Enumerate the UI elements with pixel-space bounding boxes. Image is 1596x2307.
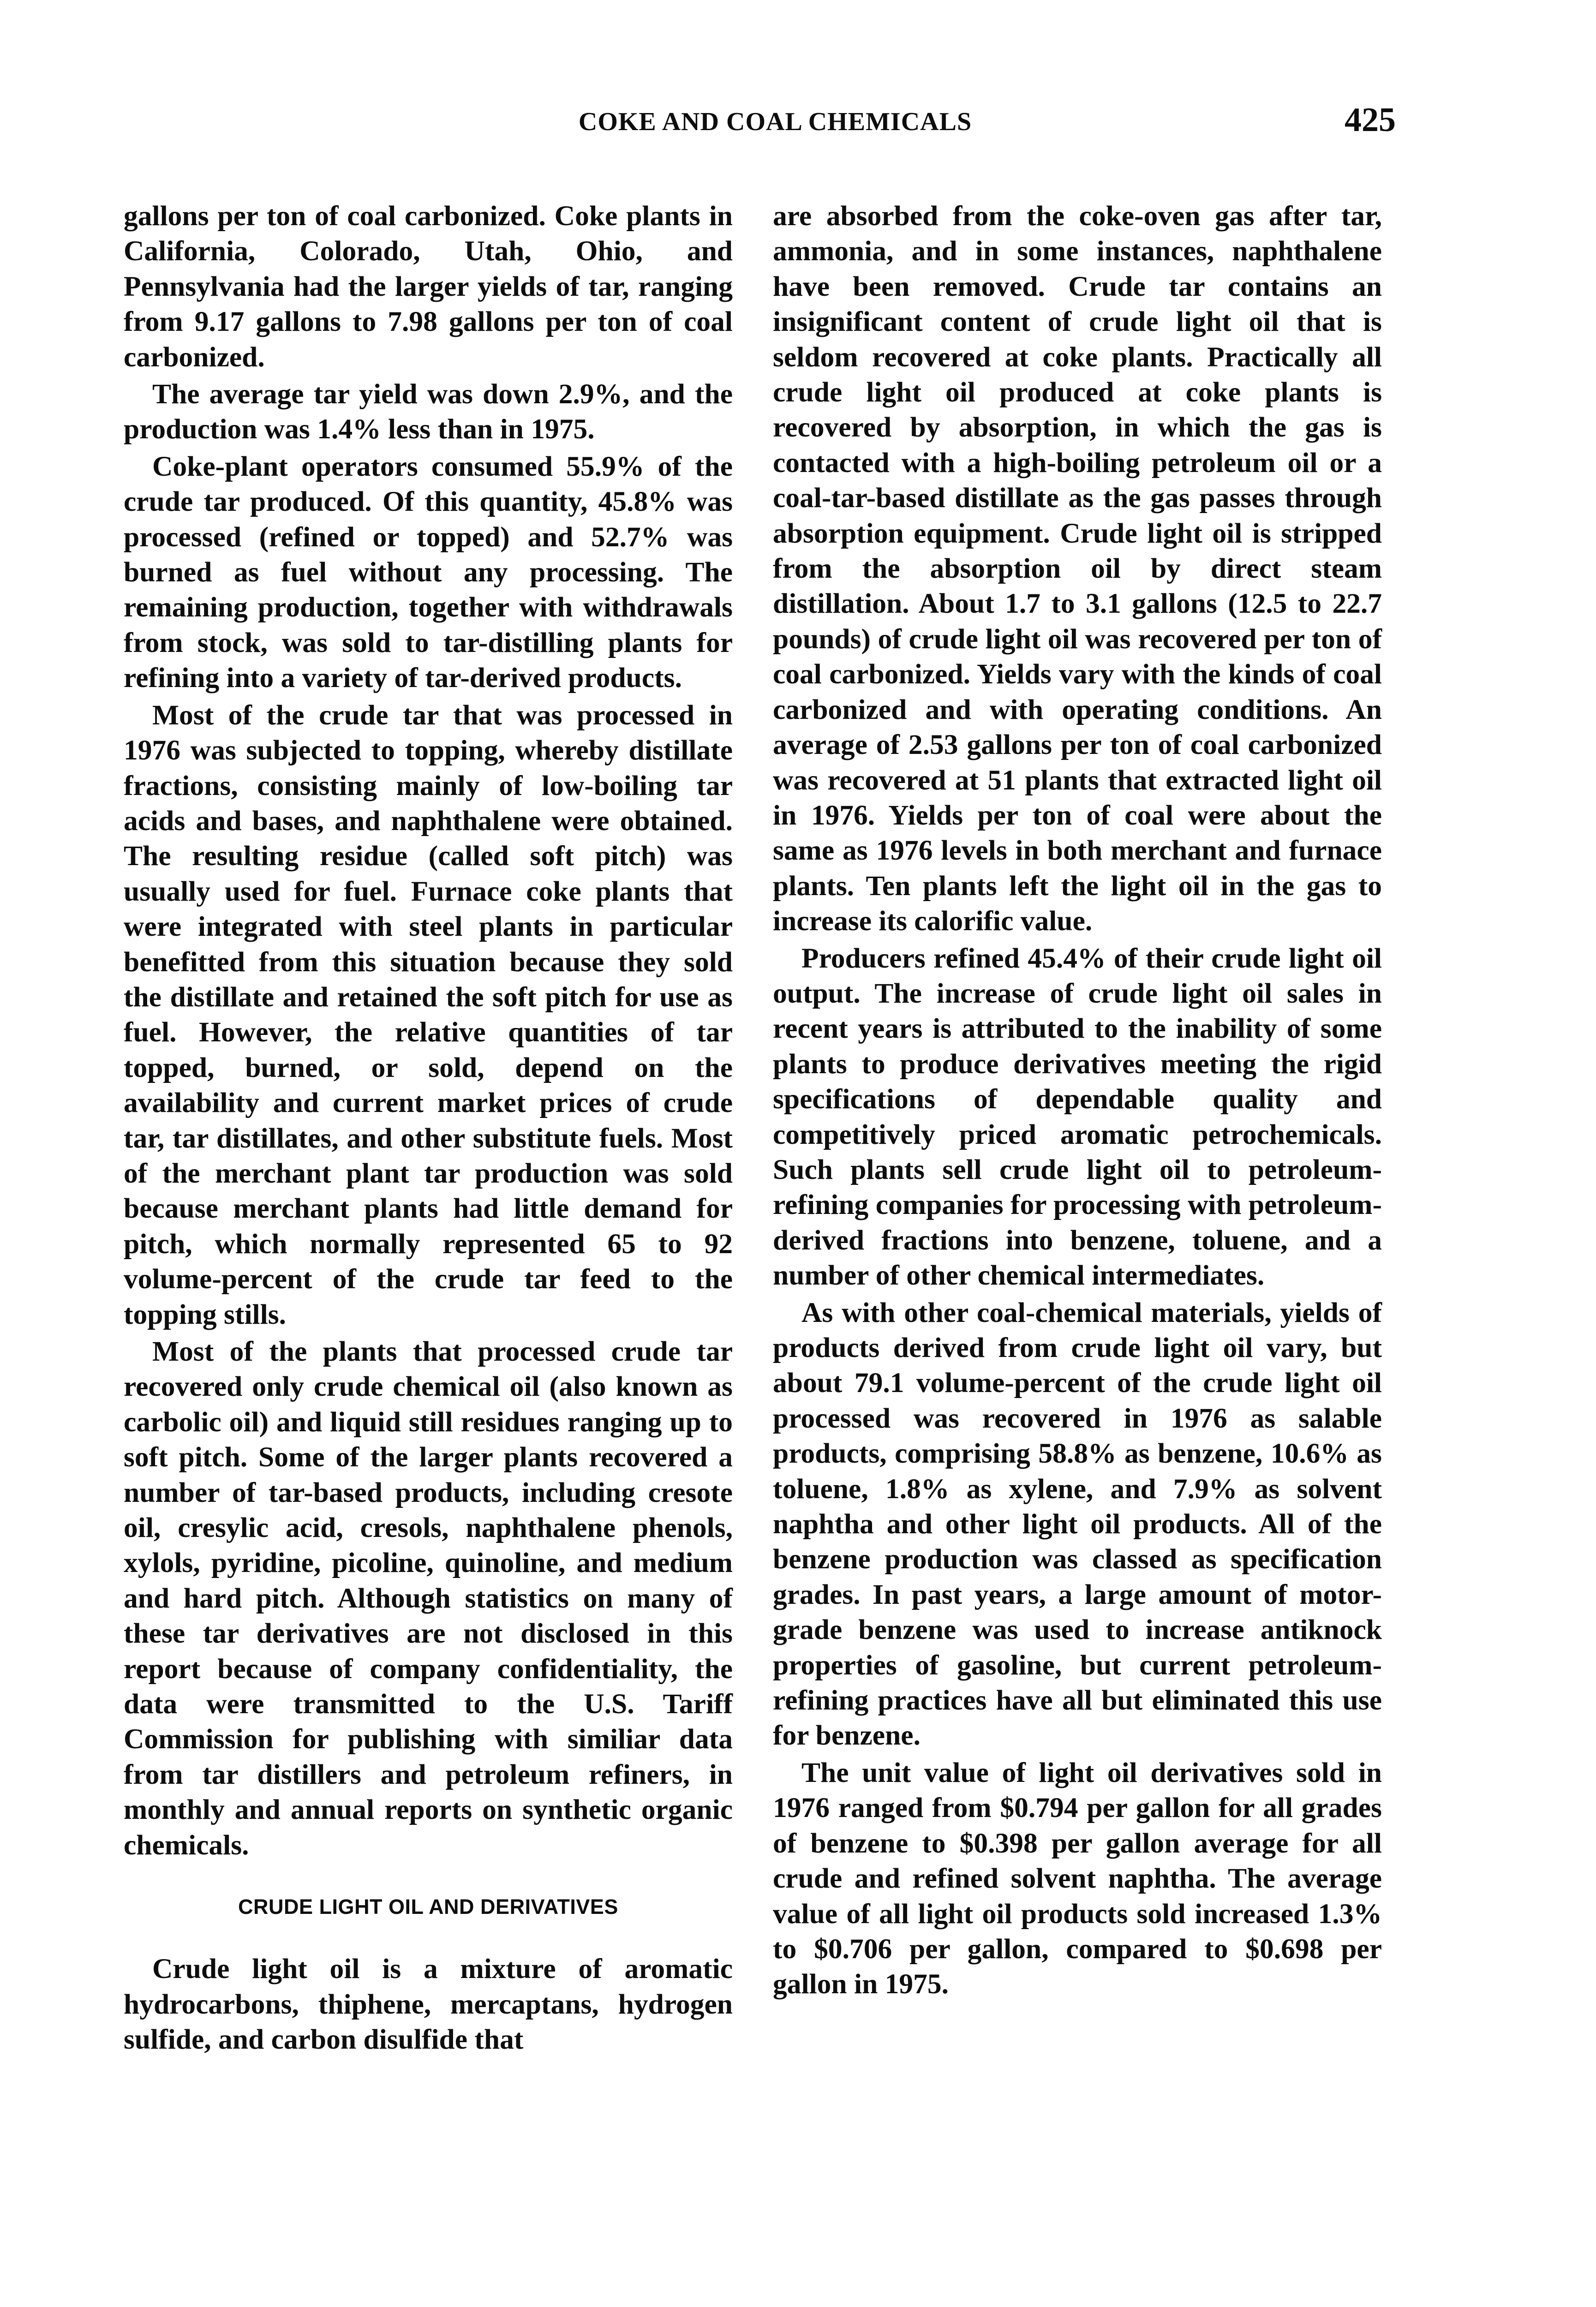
section-heading: CRUDE LIGHT OIL AND DERIVATIVES <box>238 1895 618 1919</box>
paragraph: Most of the crude tar that was processed in 1976 was subjected to topping, whereby distillate fractions, consisting mainly of low-boiling tar acids and bases, and naphthalene were obtained. The resulting residue (called soft pitch) was usually used for fuel. Furnace coke plants that were integrated with steel plants in particular benefitted from this situation because they sold the distillate and retained the soft pitch for use as fuel. However, the relative quantities of tar topped, burned, or sold, depend on the availability and current market prices of crude tar, tar distillates, and other substitute fuels. Most of the merchant plant tar production was sold because merchant plants had little demand for pitch, which normally represented 65 to 92 volume-percent of the crude tar feed to the topping stills. <box>124 699 733 1330</box>
running-head-title: COKE AND COAL CHEMICALS <box>578 108 972 136</box>
paragraph: are absorbed from the coke-oven gas after tar, ammonia, and in some instances, naphthalene have been removed. Crude tar contains an insignificant content of crude light oil that is seldom recovered at coke plants. Practically all crude light oil produced at coke plants is recovered by absorption, in which the gas is contacted with a high-boiling petroleum oil or a coal-tar-based distillate as the gas passes through absorption equipment. Crude light oil is stripped from the absorption oil by direct steam distillation. About 1.7 to 3.1 gallons (12.5 to 22.7 pounds) of crude light oil was recovered per ton of coal carbonized. Yields vary with the kinds of coal carbonized and with operating conditions. An average of 2.53 gallons per ton of coal carbonized was recovered at 51 plants that extracted light oil in 1976. Yields per ton of coal were about the same as 1976 levels in both merchant and furnace plants. Ten plants left the light oil in the gas to increase its calorific value. <box>773 200 1382 937</box>
right-column <box>773 198 1382 2004</box>
left-column <box>124 198 733 2059</box>
page-number: 425 <box>1345 101 1396 139</box>
paragraph: Coke-plant operators consumed 55.9% of the crude tar produced. Of this quantity, 45.8% was processed (refined or topped) and 52.7% was burned as fuel without any processing. The remaining production, together with withdrawals from stock, was sold to tar-distilling plants for refining into a variety of tar-derived products. <box>124 450 733 694</box>
paragraph: The average tar yield was down 2.9%, and the production was 1.4% less than in 1975. <box>124 378 733 445</box>
paragraph: Most of the plants that processed crude tar recovered only crude chemical oil (also known as carbolic oil) and liquid still residues ranging up to soft pitch. Some of the larger plants recovered a number of tar-based products, including cresote oil, cresylic acid, cresols, naphthalene phenols, xylols, pyridine, picoline, quinoline, and medium and hard pitch. Although statistics on many of these tar derivatives are not disclosed in this report because of company confidentiality, the data were transmitted to the U.S. Tariff Commission for publishing with similiar data from tar distillers and petroleum refiners, in monthly and annual reports on synthetic organic chemicals. <box>124 1336 733 1861</box>
paragraph: Producers refined 45.4% of their crude light oil output. The increase of crude light oil sales in recent years is attributed to the inability of some plants to produce derivatives meeting the rigid specifications of dependable quality and competitively priced aromatic petrochemicals. Such plants sell crude light oil to petroleum-refining companies for processing with petroleum-derived fractions into benzene, toluene, and a number of other chemical intermediates. <box>773 942 1382 1291</box>
paragraph: gallons per ton of coal carbonized. Coke plants in California, Colorado, Utah, Ohio, and Pennsylvania had the larger yields of tar, ranging from 9.17 gallons to 7.98 gallons per ton of coal carbonized. <box>124 200 733 373</box>
paragraph: As with other coal-chemical materials, yields of products derived from crude light oil vary, but about 79.1 volume-percent of the crude light oil processed was recovered in 1976 as salable products, comprising 58.8% as benzene, 10.6% as toluene, 1.8% as xylene, and 7.9% as solvent naphtha and other light oil products. All of the benzene production was classed as specification grades. In past years, a large amount of motor-grade benzene was used to increase antiknock properties of gasoline, but current petroleum-refining practices have all but eliminated this use for benzene. <box>773 1297 1382 1751</box>
paragraph: Crude light oil is a mixture of aromatic hydrocarbons, thiphene, mercaptans, hydrogen sulfide, and carbon disulfide that <box>124 1953 733 2055</box>
paragraph: The unit value of light oil derivatives sold in 1976 ranged from $0.794 per gallon for all grades of benzene to $0.398 per gallon average for all crude and refined solvent naphtha. The average value of all light oil products sold increased 1.3% to $0.706 per gallon, compared to $0.698 per gallon in 1975. <box>773 1757 1382 2000</box>
